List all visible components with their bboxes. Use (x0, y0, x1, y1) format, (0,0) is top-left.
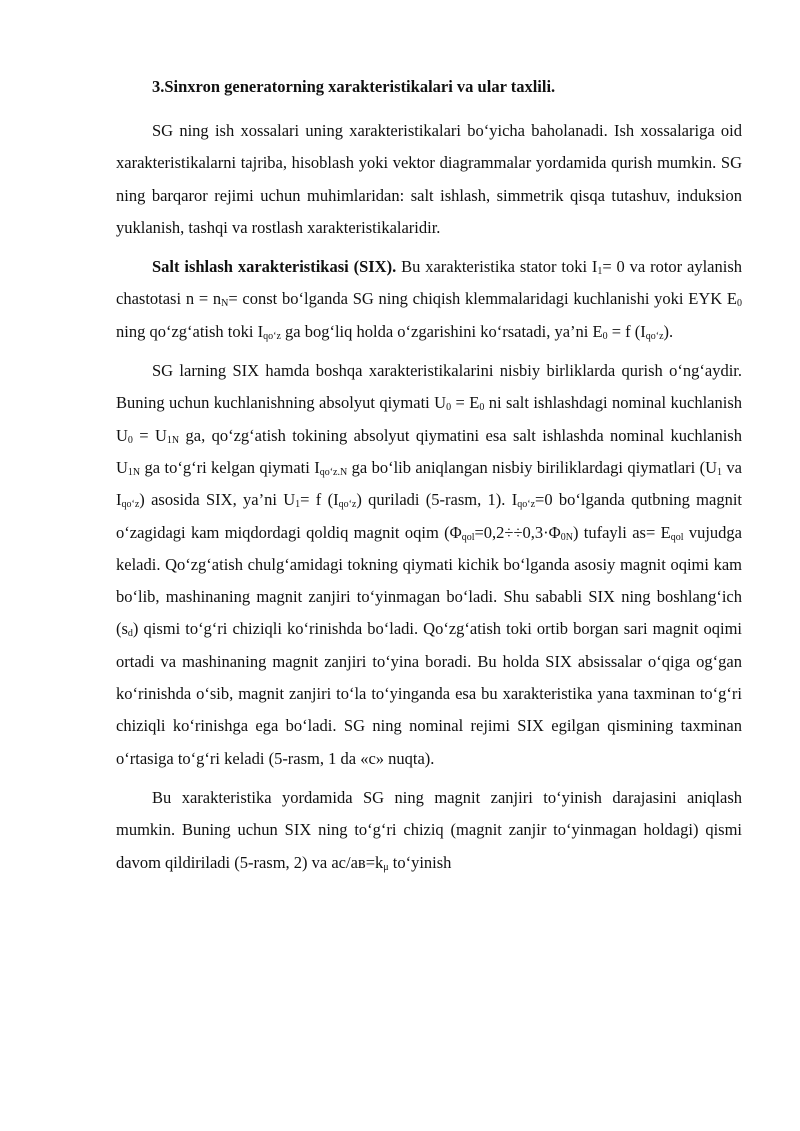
subscript: qo‘z (517, 499, 536, 511)
text-run: = f (I (607, 321, 646, 341)
subscript: μ (383, 861, 389, 873)
text-run: = 0 va rotor aylanish chastotasi n = n (116, 257, 743, 309)
text-run: ). (663, 321, 674, 341)
six-term: Salt ishlash xarakteristikasi (SIX). (152, 257, 397, 277)
text-run: ) qismi to‘g‘ri chiziqli ko‘rinishda bo‘ladi. Qo‘zg‘atish toki ortib borgan sari magnit oqimi ortadi va mashinaning magnit zanjiri to‘yina boradi. Bu holda SIX absissalar o‘qiga og‘gan ko‘rinishda o‘sib, magnit zanjiri to‘la to‘yinganda esa bu xarakteristika yana taxminan to‘g‘ri chiziqli ko‘rinishga ega bo‘ladi. SG ning nominal rejimi SIX egilgan qismining taxminan o‘rtasiga to‘g‘ri keladi (5-rasm, 1 da «c» nuqta). (116, 619, 742, 768)
subscript: 1 (717, 466, 723, 478)
subscript: 1N (127, 466, 141, 478)
text-run: ga bo‘lib aniqlangan nisbiy biriliklardagi qiymatlari (U (347, 457, 718, 477)
text-run: =0,2÷÷0,3·Φ (474, 522, 561, 542)
text-run: ni salt ishlashdagi nominal kuchlanish U (116, 393, 742, 445)
text-run: vujudga keladi. Qo‘zg‘atish chulg‘amidagi tokning qiymati kichik bo‘lganda asosiy magnit oqimi kam bo‘lib, mashinaning magnit zanjiri to‘yinmagan bo‘ladi. Shu sababli SIX ning boshlang‘ich (s (116, 522, 742, 639)
subscript: N (221, 298, 229, 310)
text-run: ) asosida SIX, ya’ni U (139, 490, 296, 510)
subscript: 1 (597, 266, 603, 278)
subscript: qo‘z.N (319, 466, 348, 478)
text-run: = const bo‘lganda SG ning chiqish klemmalaridagi kuchlanishi yoki EYK E (228, 289, 737, 309)
subscript: 0 (446, 402, 452, 414)
paragraph-saturation (116, 782, 742, 879)
text-run: = E (451, 393, 480, 413)
subscript: 0 (602, 330, 608, 342)
subscript: 1N (166, 434, 180, 446)
text-run: = U (132, 425, 167, 445)
subscript: qo‘z (121, 499, 140, 511)
text-run: = f (I (300, 490, 339, 510)
paragraph-relative-units (116, 355, 742, 775)
subscript: qo‘z (263, 330, 281, 342)
text-run: ga to‘g‘ri kelgan qiymati I (140, 457, 320, 477)
subscript: 0 (479, 402, 485, 414)
document-body (116, 70, 742, 886)
text-run: va I (116, 457, 742, 510)
section-heading: 3.Sinxron generatorning xarakteristikalari va ular taxlili. (152, 77, 556, 96)
subscript: 1 (295, 499, 301, 511)
paragraph-six-definition (116, 251, 742, 348)
text-run: ) tufayli as= E (572, 522, 671, 542)
subscript: 0N (560, 531, 573, 543)
text-run: to‘yinish (388, 852, 452, 872)
text-run: Bu xarakteristika stator toki I (396, 257, 598, 277)
subscript: 0 (737, 298, 742, 310)
subscript: qol (670, 531, 684, 543)
text-run: ga bog‘liq holda o‘zgarishini ko‘rsatadi, ya’ni E (280, 321, 603, 341)
subscript: qo‘z (645, 330, 664, 342)
text-run: =0 bo‘lganda qutbning magnit o‘zagidagi kam miqdordagi qoldiq magnit oqim (Φ (116, 490, 742, 542)
subscript: qo‘z (338, 499, 357, 511)
text-run: Bu xarakteristika yordamida SG ning magnit zanjiri to‘yinish darajasini aniqlash mumkin. Buning uchun SIX ning to‘g‘ri chiziq (magnit zanjir to‘yinmagan holdagi) qismi davom qildiriladi (5-rasm, 2) va ac/aв=k (116, 787, 742, 872)
subscript: qol (461, 531, 475, 543)
text-run: ning qo‘zg‘atish toki I (116, 321, 264, 341)
text-run: SG larning SIX hamda boshqa xarakteristikalarini nisbiy birliklarda qurish o‘ng‘aydir. Buning uchun kuchlanishning absolyut qiymati U (116, 361, 742, 413)
paragraph-intro: SG ning ish xossalari uning xarakteristikalari bo‘yicha baholanadi. Ish xossalariga oid xarakteristikalarni tajriba, hisoblash yoki vektor diagrammalar yordamida qurish mumkin. SG ning barqaror rejimi uchun muhimlaridan: salt ishlash, simmetrik qisqa tutashuv, induksion yuklanish, tashqi va rostlash xarakteristikalaridir. (116, 121, 742, 237)
text-run: ) quriladi (5-rasm, 1). I (356, 490, 518, 510)
subscript: d (127, 628, 133, 640)
subscript: 0 (127, 434, 133, 446)
text-run: ga, qo‘zg‘atish tokining absolyut qiymatini esa salt ishlashda nominal kuchlanish U (116, 425, 742, 477)
